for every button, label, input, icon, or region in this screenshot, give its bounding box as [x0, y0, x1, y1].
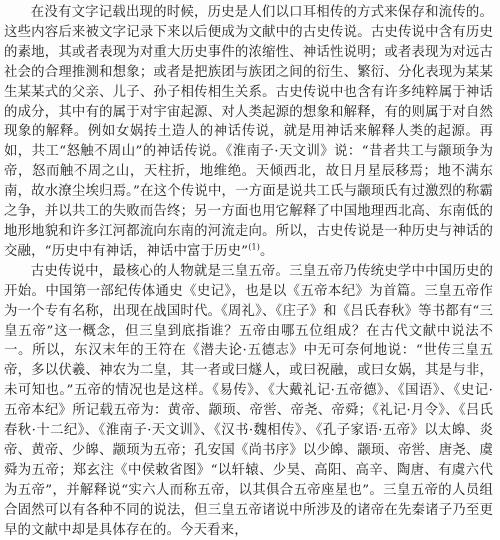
paragraph-text: 在没有文字记载出现的时候，历史是人们以口耳相传的方式来保存和流传的。这些内容后来被文字记录下来以后便成为文献中的古史传说。古史传说中含有历史的素地，其或者表现为对重大历史事件的浓缩性、神话性说明；或者表现为对远古社会的合理推测和想象；或者是把族团与族团之间的衍生、繁衍、分化表现为某某生某某式的父亲、儿子、孙子相传相生关系。古史传说中也含有许多纯粹属于神话的成分，其中有的属于对宇宙起源、对人类起源的想象和解释，有的则属于对自然现象的解释。例如女娲抟土造人的神话传说，就是用神话来解释人类的起源。再如，共工“怒触不周山”的神话传说。《淮南子·天文训》说：“昔者共工与颛顼争为帝，怒而触不周之山，天柱折，地维绝。天倾西北，故日月星辰移焉；地不满东南，故水潦尘埃归焉。”在这个传说中，一方面是说共工氏与颛顼氏有过激烈的称霸之争，并以共工的失败而告终；另一方面也用它解释了中国地理西北高、东南低的地形地貌和许多江河都流向东南的河流走向。所以，古史传说是一种历史与神话的交融，“历史中有神话，神话中富于历史” [4, 5, 493, 259]
footnote-marker: (1) [248, 242, 260, 252]
paragraph-text: 古史传说中，最核心的人物就是三皇五帝。三皇五帝乃传统史学中中国历史的开始。中国第一部纪传体通史《史记》，也是以《五帝本纪》为首篇。三皇五帝作为一个专有名称，出现在战国时代。《周礼》、《庄子》和《吕氏春秋》等书都有“三皇五帝”这一概念，但三皇到底指谁？五帝由哪五位组成？在古代文献中说法不一。所以，东汉末年的王符在《潜夫论·五德志》中无可奈何地说：“世传三皇五帝，多以伏羲、神农为二皇，其一者或曰燧人，或曰祝融，或曰女娲，其是与非，未可知也。”五帝的情况也是这样。《易传》、《大戴礼记·五帝德》、《国语》、《史记·五帝本纪》所记载五帝为：黄帝、颛顼、帝喾、帝尧、帝舜；《礼记·月令》、《吕氏春秋·十二纪》、《淮南子·天文训》、《汉书·魏相传》、《孔子家语·五帝》以太皞、炎帝、黄帝、少皞、颛顼为五帝；孔安国《尚书序》以少皞、颛顼、帝喾、唐尧、虞舜为五帝；郑玄注《中侯敕省图》“以轩辕、少昊、高阳、高辛、陶唐、有虞六代为五帝”，并解释说“实六人而称五帝，以其俱合五帝座星也”。三皇五帝的人员组合固然可以有各种不同的说法，但三皇五帝诸说中所涉及的诸帝在先秦诸子乃至更早的文献中却是具体存在的。今天看来， [4, 263, 493, 538]
paragraph-tail: 。 [259, 243, 274, 259]
paragraph-legends [4, 3, 493, 262]
paragraph-three-sovereigns [4, 262, 493, 540]
